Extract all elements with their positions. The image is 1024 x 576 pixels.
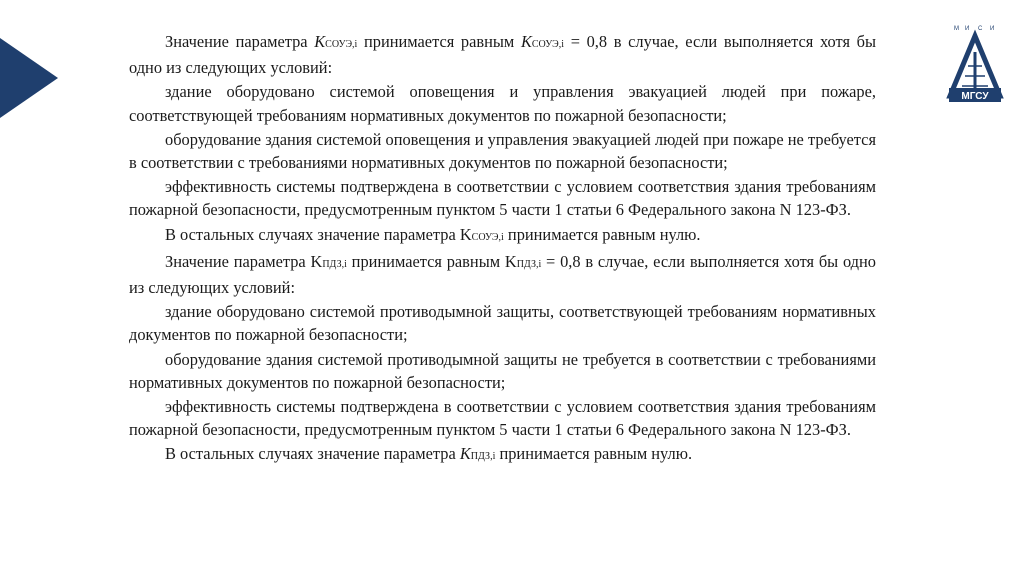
paragraph: В остальных случаях значение параметра KСОУЭ,i принимается равным нулю. [165,224,701,244]
logo-letter: М [954,26,959,32]
slide-nav-arrow[interactable] [0,38,58,118]
paragraph: В остальных случаях значение параметра KПДЗ,i принимается равным нулю. [165,444,693,464]
paragraph: эффективность системы подтверждена в соответствии с условием соответствия здания требованиям пожарной безопасности, предусмотренным пунктом 5 части 1 статьи 6 Федерального закона N 123-ФЗ. [129,177,876,220]
paragraph: здание оборудовано системой оповещения и управления эвакуацией людей при пожаре, соответствующей требованиям нормативных документов по пожарной безопасности; [129,82,876,125]
paragraph: здание оборудовано системой противодымной защиты, соответствующей требованиям нормативных документов по пожарной безопасности; [129,302,876,345]
logo-letter: И [990,26,995,32]
logo-letter: С [978,26,983,32]
paragraph: Значение параметра KСОУЭ,i принимается равным KСОУЭ,i = 0,8 в случае, если выполняется хотя бы одно из следующих условий: [129,32,876,78]
paragraph: оборудование здания системой оповещения и управления эвакуацией людей при пожаре не требуется в соответствии с требованиями нормативных документов по пожарной безопасности; [129,129,876,173]
paragraph: оборудование здания системой противодымной защиты не требуется в соответствии с требованиями нормативных документов по пожарной безопасности; [129,349,876,392]
paragraph: Значение параметра KПДЗ,i принимается равным KПДЗ,i = 0,8 в случае, если выполняется хотя бы одно из следующих условий: [129,251,876,298]
mgsu-logo [944,18,1006,104]
paragraph: эффективность системы подтверждена в соответствии с условием соответствия здания требованиям пожарной безопасности, предусмотренным пунктом 5 части 1 статьи 6 Федерального закона N 123-ФЗ. [129,397,876,440]
logo-brand-text: МГСУ [961,91,989,102]
document-body [129,30,876,469]
logo-letter: И [965,26,970,32]
